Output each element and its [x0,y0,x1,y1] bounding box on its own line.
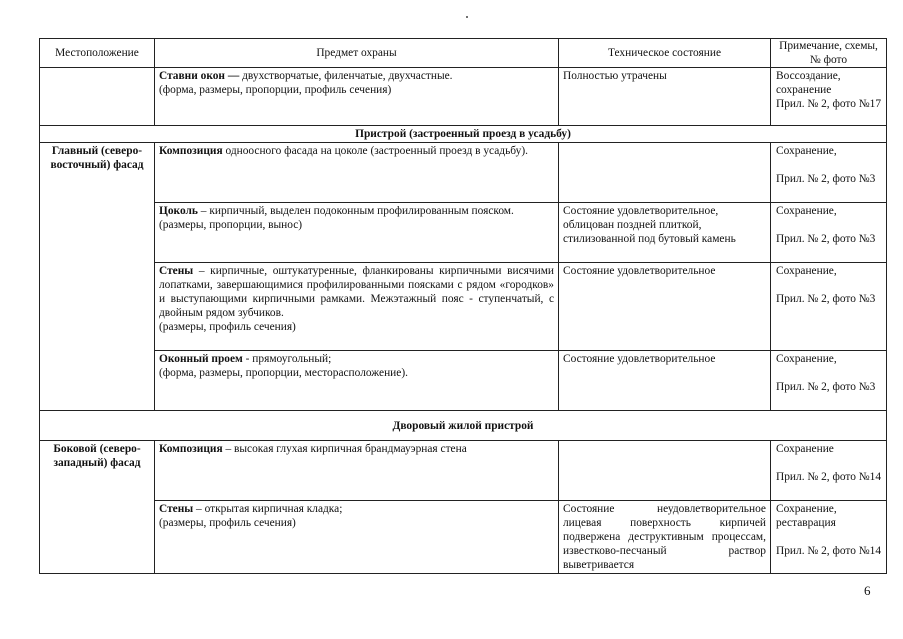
note-action: Сохранение, [776,265,837,277]
subject-cell [155,203,559,263]
header-location: Местоположение [40,39,155,68]
subject-parameters: (форма, размеры, пропорции, месторасположение). [159,367,408,379]
subject-description: – высокая глухая кирпичная брандмауэрная стена [222,443,467,455]
condition-cell [559,441,771,501]
section-title: Дворовый жилой пристрой [40,411,887,441]
section-title: Пристрой (застроенный проезд в усадьбу) [40,126,887,143]
subject-term: Композиция [159,443,223,455]
subject-parameters: (размеры, пропорции, вынос) [159,219,303,231]
location-cell [40,68,155,126]
subject-description: – кирпичные, оштукатуренные, фланкированы кирпичными висячими лопатками, завершающимися профилированными поясками с рядом «городков» и выступающими кирпичными рамками. Межэтажный пояс - ступенчатый, с двойным рядом зубчиков. [159,265,554,319]
note-reference: Прил. № 2, фото №3 [776,293,876,305]
subject-cell [155,351,559,411]
note-cell [771,68,887,126]
table-row [40,351,887,411]
subject-parameters: (размеры, профиль сечения) [159,517,296,529]
note-reference: Прил. № 2, фото №3 [776,173,876,185]
table-row [40,143,887,203]
subject-term: Композиция [159,145,223,157]
subject-term: Оконный проем [159,353,243,365]
note-reference: Прил. № 2, фото №3 [776,233,876,245]
table-header-row [40,39,887,68]
subject-cell [155,501,559,574]
condition-cell [559,143,771,203]
subject-description: – кирпичный, выделен подоконным профилированным пояском. [197,205,514,217]
condition-cell: Полностью утрачены [559,68,771,126]
condition-cell: Состояние удовлетворительное [559,351,771,411]
note-action: Воссоздание, сохранение [776,70,841,96]
header-condition: Техническое состояние [559,39,771,68]
subject-description: двухстворчатые, филенчатые, двухчастные. [239,70,453,82]
table-row [40,441,887,501]
subject-description: - прямоугольный; [242,353,332,365]
subject-cell [155,68,559,126]
subject-term: Стены [159,265,194,277]
section-heading-row [40,126,887,143]
header-subject: Предмет охраны [155,39,559,68]
note-reference: Прил. № 2, фото №17 [776,98,882,110]
table-row [40,501,887,574]
subject-term: Ставни окон — [159,70,240,82]
note-action: Сохранение, [776,353,837,365]
table-row [40,68,887,126]
note-reference: Прил. № 2, фото №3 [776,381,876,393]
note-cell [771,203,887,263]
header-note: Примечание, схемы, № фото [771,39,887,68]
note-reference: Прил. № 2, фото №14 [776,545,882,557]
table-row [40,263,887,351]
note-cell [771,263,887,351]
subject-description: – открытая кирпичная кладка; [193,503,343,515]
note-action: Сохранение [776,443,834,455]
scan-speck [466,16,468,18]
condition-cell: Состояние неудовлетворительное лицевая поверхность кирпичей подвержена деструктивным процессам, известково-песчаный раствор выветривается [559,501,771,574]
note-cell [771,441,887,501]
note-cell [771,351,887,411]
section-heading-row [40,411,887,441]
subject-parameters: (размеры, профиль сечения) [159,321,296,333]
location-cell: Главный (северо-восточный) фасад [40,143,155,411]
subject-cell [155,263,559,351]
subject-term: Стены [159,503,194,515]
note-reference: Прил. № 2, фото №14 [776,471,882,483]
page-number: 6 [864,583,871,598]
protection-table [39,38,887,574]
note-action: Сохранение, [776,145,837,157]
subject-description: одноосного фасада на цоколе (застроенный проезд в усадьбу). [222,145,528,157]
subject-cell [155,143,559,203]
note-cell [771,143,887,203]
subject-cell [155,441,559,501]
condition-cell: Состояние удовлетворительное, облицован поздней плиткой, стилизованной под бутовый камень [559,203,771,263]
subject-term: Цоколь [159,205,198,217]
note-cell [771,501,887,574]
condition-cell: Состояние удовлетворительное [559,263,771,351]
note-action: Сохранение, [776,205,837,217]
table-row [40,203,887,263]
note-action: Сохранение, реставрация [776,503,837,529]
subject-parameters: (форма, размеры, пропорции, профиль сечения) [159,84,392,96]
location-cell: Боковой (северо-западный) фасад [40,441,155,574]
